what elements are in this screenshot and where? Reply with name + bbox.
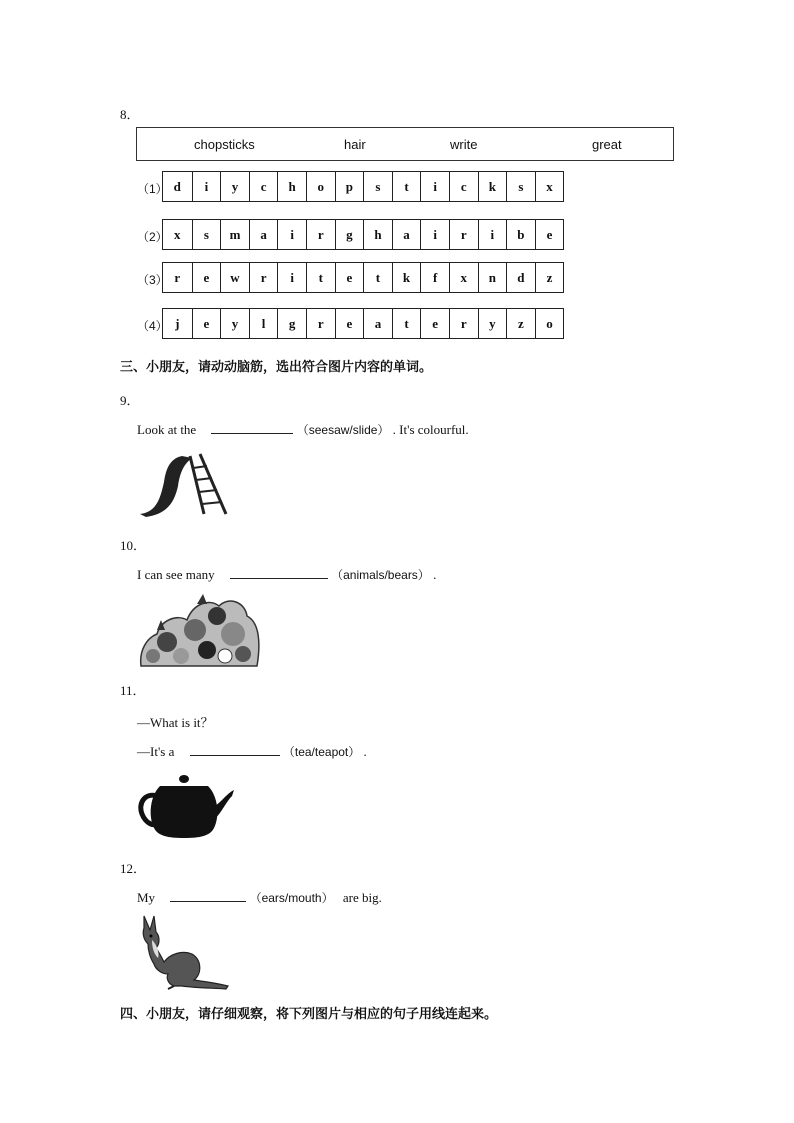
q11-prefix: —It's a: [137, 744, 175, 759]
question-10-number: 10．: [120, 538, 147, 553]
letter-cell[interactable]: z: [535, 263, 564, 292]
letter-cell[interactable]: i: [420, 172, 449, 201]
letter-cell[interactable]: x: [535, 172, 564, 201]
letter-cell[interactable]: i: [277, 263, 306, 292]
letter-cell[interactable]: a: [392, 220, 421, 249]
row-label: （2）: [137, 230, 168, 244]
slide-icon: [138, 452, 230, 518]
q12-options: （ears/mouth）: [249, 891, 334, 905]
q11-options: （tea/teapot）: [282, 745, 361, 759]
letter-cell[interactable]: s: [363, 172, 392, 201]
letter-cell[interactable]: i: [277, 220, 306, 249]
q12-answer-blank[interactable]: [170, 889, 246, 902]
q11-answer-blank[interactable]: [190, 743, 280, 756]
letter-cell[interactable]: t: [392, 309, 421, 338]
question-11-line1: —What is it？: [137, 715, 214, 730]
q9-options: （seesaw/slide）: [296, 423, 390, 437]
letter-cell[interactable]: o: [306, 172, 335, 201]
letter-cell[interactable]: t: [306, 263, 335, 292]
q9-answer-blank[interactable]: [211, 421, 293, 434]
letter-cell[interactable]: l: [249, 309, 278, 338]
word-bank-item: hair: [344, 137, 366, 152]
letter-grid-row: [162, 219, 564, 250]
letter-cell[interactable]: e: [192, 263, 221, 292]
letter-cell[interactable]: e: [420, 309, 449, 338]
letter-cell[interactable]: h: [277, 172, 306, 201]
letter-cell[interactable]: e: [335, 263, 364, 292]
letter-cell[interactable]: a: [363, 309, 392, 338]
letter-cell[interactable]: f: [420, 263, 449, 292]
letter-cell[interactable]: g: [335, 220, 364, 249]
letter-cell[interactable]: p: [335, 172, 364, 201]
letter-cell[interactable]: i: [192, 172, 221, 201]
q10-answer-blank[interactable]: [230, 566, 328, 579]
letter-cell[interactable]: r: [249, 263, 278, 292]
question-12-number: 12．: [120, 861, 147, 876]
letter-cell[interactable]: c: [449, 172, 478, 201]
letter-cell[interactable]: h: [363, 220, 392, 249]
question-11-sentence: [137, 743, 367, 760]
letter-cell[interactable]: z: [506, 309, 535, 338]
letter-cell[interactable]: n: [478, 263, 507, 292]
letter-cell[interactable]: k: [392, 263, 421, 292]
section-3-title: 三、小朋友，请动动脑筋，选出符合图片内容的单词。: [120, 360, 433, 375]
animals-icon: [137, 590, 263, 668]
letter-cell[interactable]: d: [173, 178, 181, 194]
letter-cell[interactable]: m: [220, 220, 249, 249]
letter-cell[interactable]: j: [175, 315, 180, 331]
q10-options: （animals/bears）: [331, 568, 430, 582]
letter-cell[interactable]: t: [392, 172, 421, 201]
teapot-icon: [138, 772, 236, 840]
letter-cell[interactable]: t: [363, 263, 392, 292]
letter-cell[interactable]: r: [306, 220, 335, 249]
letter-cell[interactable]: x: [174, 226, 181, 242]
letter-cell[interactable]: i: [478, 220, 507, 249]
letter-cell[interactable]: y: [220, 309, 249, 338]
letter-grid-row: [162, 308, 564, 339]
kangaroo-icon: [138, 914, 230, 990]
word-bank-item: great: [592, 137, 622, 152]
question-8-number: 8．: [120, 107, 140, 122]
row-label: （4）: [137, 319, 168, 333]
letter-cell[interactable]: b: [506, 220, 535, 249]
letter-cell[interactable]: y: [478, 309, 507, 338]
letter-cell[interactable]: s: [192, 220, 221, 249]
letter-grid-row: [162, 262, 564, 293]
letter-cell[interactable]: r: [449, 309, 478, 338]
letter-cell[interactable]: r: [174, 269, 181, 285]
letter-grid-row: [162, 171, 564, 202]
q12-prefix: My: [137, 890, 156, 905]
word-bank-item: chopsticks: [194, 137, 255, 152]
q11-suffix: .: [363, 744, 367, 759]
word-bank-box: [136, 127, 674, 161]
question-9-number: 9．: [120, 393, 140, 408]
letter-cell[interactable]: r: [449, 220, 478, 249]
q9-prefix: Look at the: [137, 422, 197, 437]
letter-cell[interactable]: k: [478, 172, 507, 201]
question-10-sentence: [137, 566, 436, 583]
letter-cell[interactable]: s: [506, 172, 535, 201]
section-4-title: 四、小朋友，请仔细观察，将下列图片与相应的句子用线连起来。: [120, 1007, 498, 1022]
letter-cell[interactable]: c: [249, 172, 278, 201]
letter-cell[interactable]: g: [277, 309, 306, 338]
question-11-number: 11．: [120, 683, 146, 698]
letter-cell[interactable]: a: [249, 220, 278, 249]
q9-suffix: . It's colourful.: [392, 422, 469, 437]
letter-cell[interactable]: i: [420, 220, 449, 249]
letter-cell[interactable]: w: [220, 263, 249, 292]
q10-suffix: .: [433, 567, 437, 582]
question-9-sentence: [137, 421, 469, 438]
letter-cell[interactable]: d: [506, 263, 535, 292]
word-bank-item: write: [450, 137, 478, 152]
q12-suffix: are big.: [342, 890, 382, 905]
q10-prefix: I can see many: [137, 567, 215, 582]
letter-cell[interactable]: r: [306, 309, 335, 338]
letter-cell[interactable]: y: [220, 172, 249, 201]
row-label: （3）: [137, 273, 168, 287]
letter-cell[interactable]: o: [535, 309, 564, 338]
letter-cell[interactable]: e: [192, 309, 221, 338]
letter-cell[interactable]: e: [535, 220, 564, 249]
letter-cell[interactable]: e: [335, 309, 364, 338]
letter-cell[interactable]: x: [449, 263, 478, 292]
question-12-sentence: [137, 889, 382, 906]
row-label: （1）: [137, 182, 168, 196]
